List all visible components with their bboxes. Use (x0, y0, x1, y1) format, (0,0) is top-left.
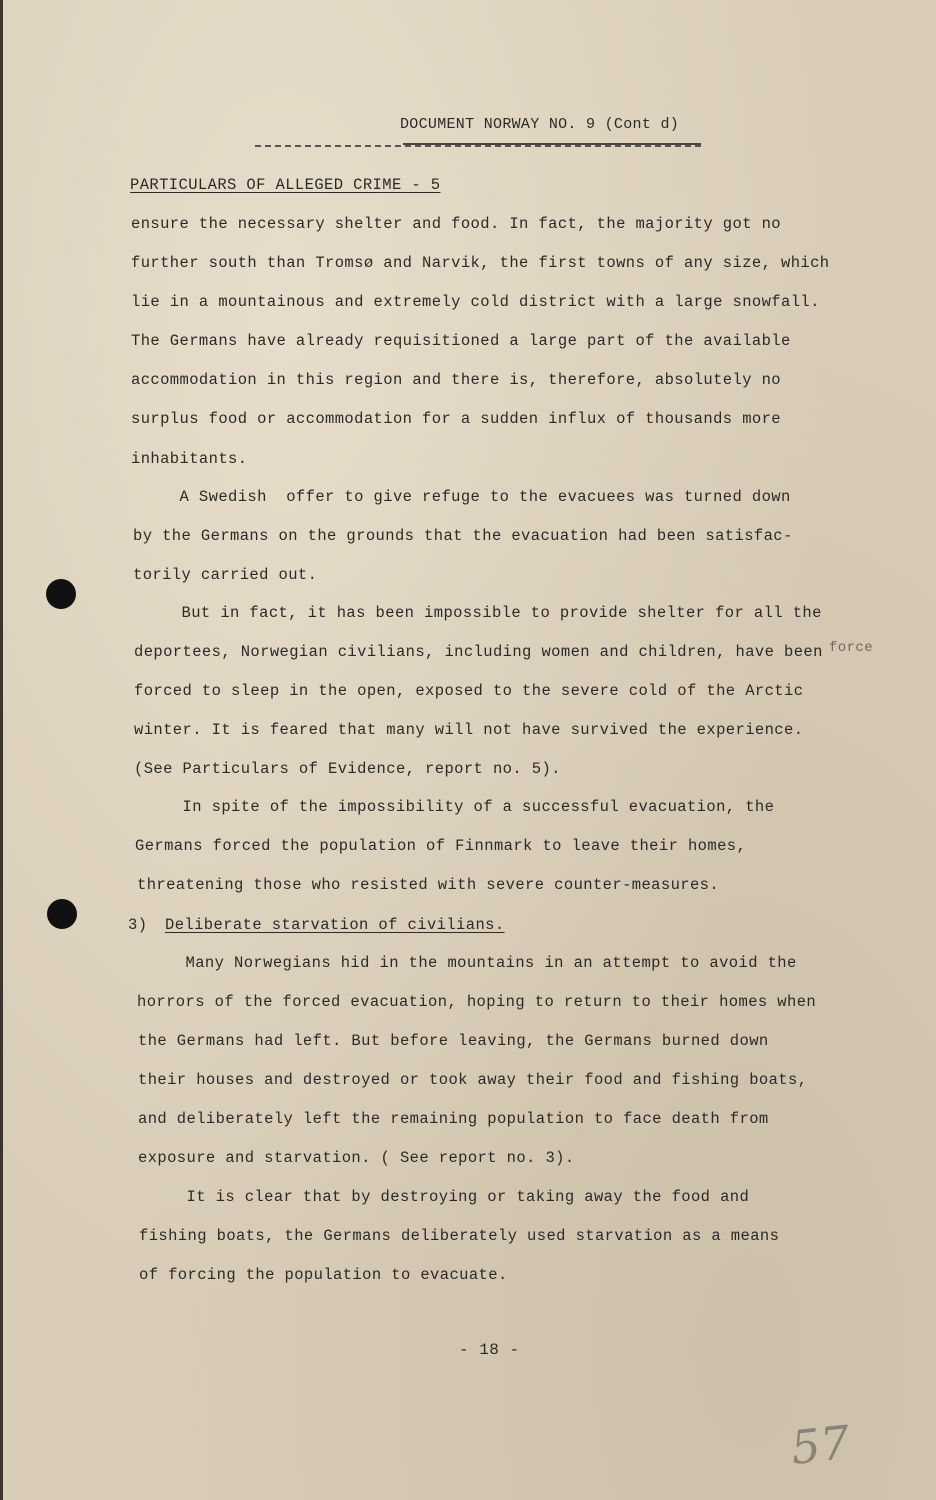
body-line: the Germans had left. But before leaving, the Germans burned down (138, 1032, 769, 1050)
body-line: horrors of the forced evacuation, hoping to return to their homes when (137, 993, 817, 1011)
body-line: But in fact, it has been impossible to provide shelter for all the (133, 604, 822, 622)
handwritten-mark: 57 (788, 1415, 853, 1475)
punch-hole (46, 579, 76, 609)
body-line: their houses and destroyed or took away their food and fishing boats, (138, 1071, 808, 1089)
body-line: by the Germans on the grounds that the evacuation had been satisfac- (133, 527, 793, 545)
header-rule-solid (403, 143, 701, 145)
body-line: In spite of the impossibility of a successful evacuation, the (134, 798, 775, 816)
body-line: inhabitants. (131, 450, 248, 468)
body-line: of forcing the population to evacuate. (139, 1266, 508, 1284)
body-line: lie in a mountainous and extremely cold district with a large snowfall. (131, 293, 820, 311)
margin-overflow-text: force (829, 640, 874, 656)
body-line: threatening those who resisted with severe counter-measures. (137, 876, 720, 894)
body-line: Many Norwegians hid in the mountains in an attempt to avoid the (137, 954, 797, 972)
body-line: Germans forced the population of Finnmark to leave their homes, (135, 837, 747, 855)
body-line: exposure and starvation. ( See report no. 3). (138, 1149, 575, 1167)
body-line: A Swedish offer to give refuge to the evacuees was turned down (131, 488, 791, 506)
page-number: - 18 - (459, 1341, 520, 1359)
body-line: ensure the necessary shelter and food. In fact, the majority got no (131, 215, 782, 233)
body-line: fishing boats, the Germans deliberately used starvation as a means (139, 1227, 780, 1245)
body-line: The Germans have already requisitioned a large part of the available (131, 332, 791, 350)
body-line: further south than Tromsø and Narvik, the first towns of any size, which (131, 254, 830, 272)
body-line: forced to sleep in the open, exposed to the severe cold of the Arctic (134, 682, 804, 700)
body-line: torily carried out. (133, 566, 318, 584)
body-line: and deliberately left the remaining population to face death from (138, 1110, 769, 1128)
subsection-title: Deliberate starvation of civilians. (165, 916, 505, 934)
body-line: deportees, Norwegian civilians, including women and children, have been (134, 643, 823, 661)
section-title: PARTICULARS OF ALLEGED CRIME - 5 (130, 176, 441, 194)
body-line: winter. It is feared that many will not have survived the experience. (134, 721, 804, 739)
header-rule (255, 145, 701, 147)
body-line: (See Particulars of Evidence, report no. 5). (134, 760, 561, 778)
punch-hole (47, 899, 77, 929)
document-page (3, 0, 936, 1500)
body-line: accommodation in this region and there is, therefore, absolutely no (131, 371, 782, 389)
subsection-number: 3) (128, 916, 148, 934)
document-header: DOCUMENT NORWAY NO. 9 (Cont d) (400, 116, 680, 133)
body-line: It is clear that by destroying or taking away the food and (138, 1188, 750, 1206)
body-line: surplus food or accommodation for a sudden influx of thousands more (131, 410, 782, 428)
